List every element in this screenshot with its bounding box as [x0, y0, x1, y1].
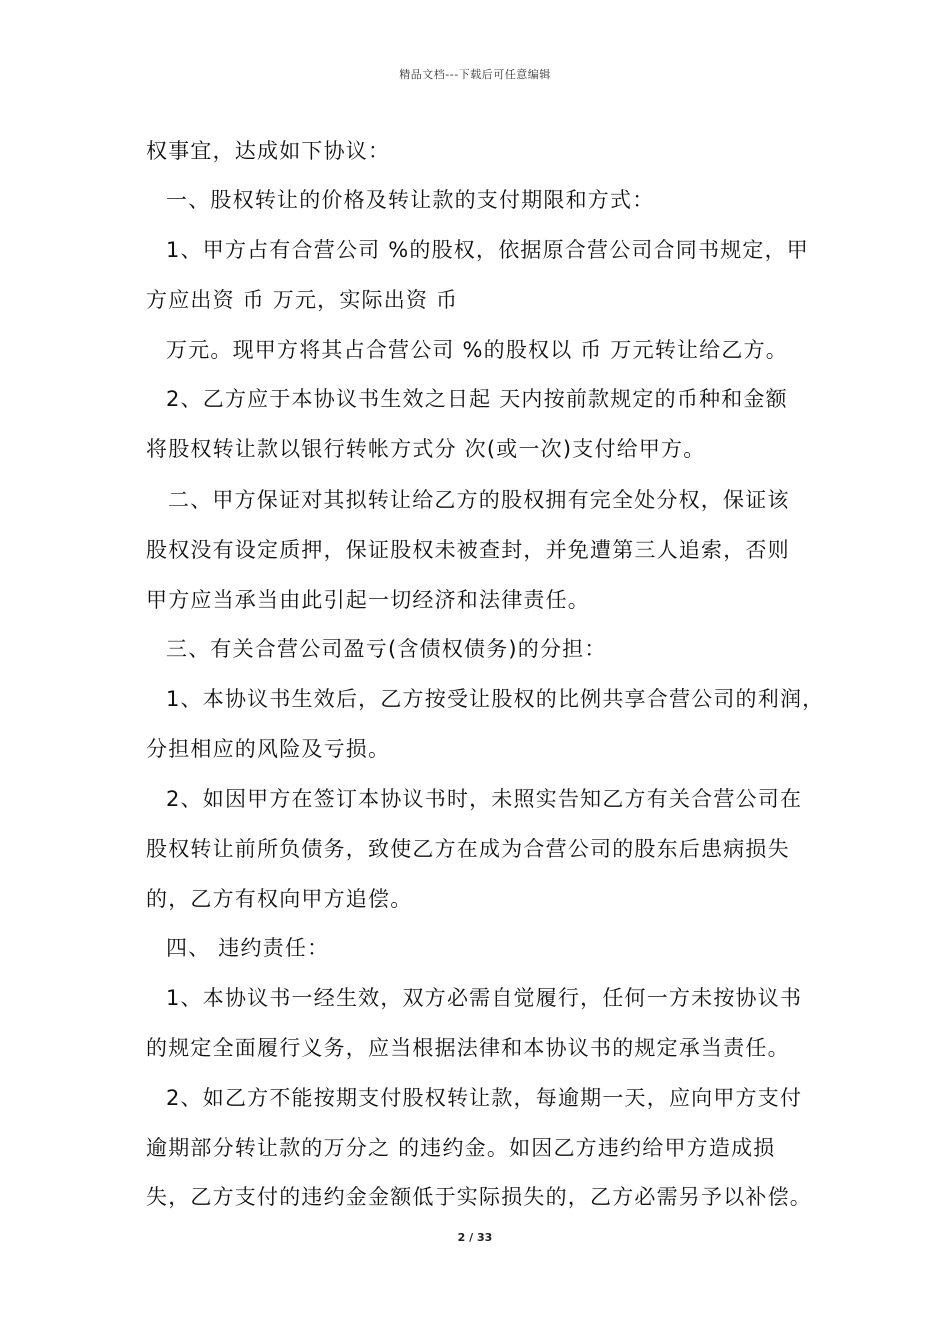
section-heading-2: 二、甲方保证对其拟转让给乙方的股权拥有完全处分权，保证该	[168, 488, 790, 512]
paragraph-line: 甲方应当承当由此引起一切经济和法律责任。	[146, 588, 590, 612]
paragraph-line: 权事宜，达成如下协议：	[146, 139, 391, 163]
paragraph-line: 2、乙方应于本协议书生效之日起 天内按前款规定的币种和金额	[166, 387, 788, 411]
section-heading-4: 四、 违约责任：	[166, 936, 330, 960]
paragraph-line: 2、如因甲方在签订本协议书时，未照实告知乙方有关合营公司在	[166, 787, 803, 811]
paragraph-line: 将股权转让款以银行转帐方式分 次(或一次)支付给甲方。	[146, 437, 706, 461]
paragraph-line: 的，乙方有权向甲方追偿。	[146, 887, 413, 911]
paragraph-line: 逾期部分转让款的万分之 的违约金。如因乙方违约给甲方造成损	[146, 1136, 776, 1160]
paragraph-line: 1、本协议书生效后，乙方按受让股权的比例共享合营公司的利润，	[166, 687, 825, 711]
section-heading-1: 一、股权转让的价格及转让款的支付期限和方式：	[166, 188, 655, 212]
paragraph-line: 股权转让前所负债务，致使乙方在成为合营公司的股东后患病损失	[146, 837, 790, 861]
paragraph-line: 万元。现甲方将其占合营公司 %的股权以 币 万元转让给乙方。	[166, 338, 788, 362]
paragraph-line: 1、甲方占有合营公司 %的股权，依据原合营公司合同书规定，甲	[166, 238, 809, 262]
paragraph-line: 方应出资 币 万元，实际出资 币	[146, 288, 459, 312]
paragraph-line: 失，乙方支付的违约金金额低于实际损失的，乙方必需另予以补偿。	[146, 1185, 812, 1209]
paragraph-line: 股权没有设定质押，保证股权未被查封，并免遭第三人追索，否则	[146, 538, 790, 562]
page-header: 精品文档---下载后可任意编辑	[399, 68, 551, 81]
section-heading-3: 三、有关合营公司盈亏(含债权债务)的分担：	[166, 637, 607, 661]
paragraph-line: 的规定全面履行义务，应当根据法律和本协议书的规定承当责任。	[146, 1036, 790, 1060]
paragraph-line: 1、本协议书一经生效，双方必需自觉履行，任何一方未按协议书	[166, 986, 803, 1010]
paragraph-line: 2、如乙方不能按期支付股权转让款，每逾期一天，应向甲方支付	[166, 1086, 803, 1110]
paragraph-line: 分担相应的风险及亏损。	[146, 737, 391, 761]
page-number: 2 / 33	[457, 1231, 493, 1244]
